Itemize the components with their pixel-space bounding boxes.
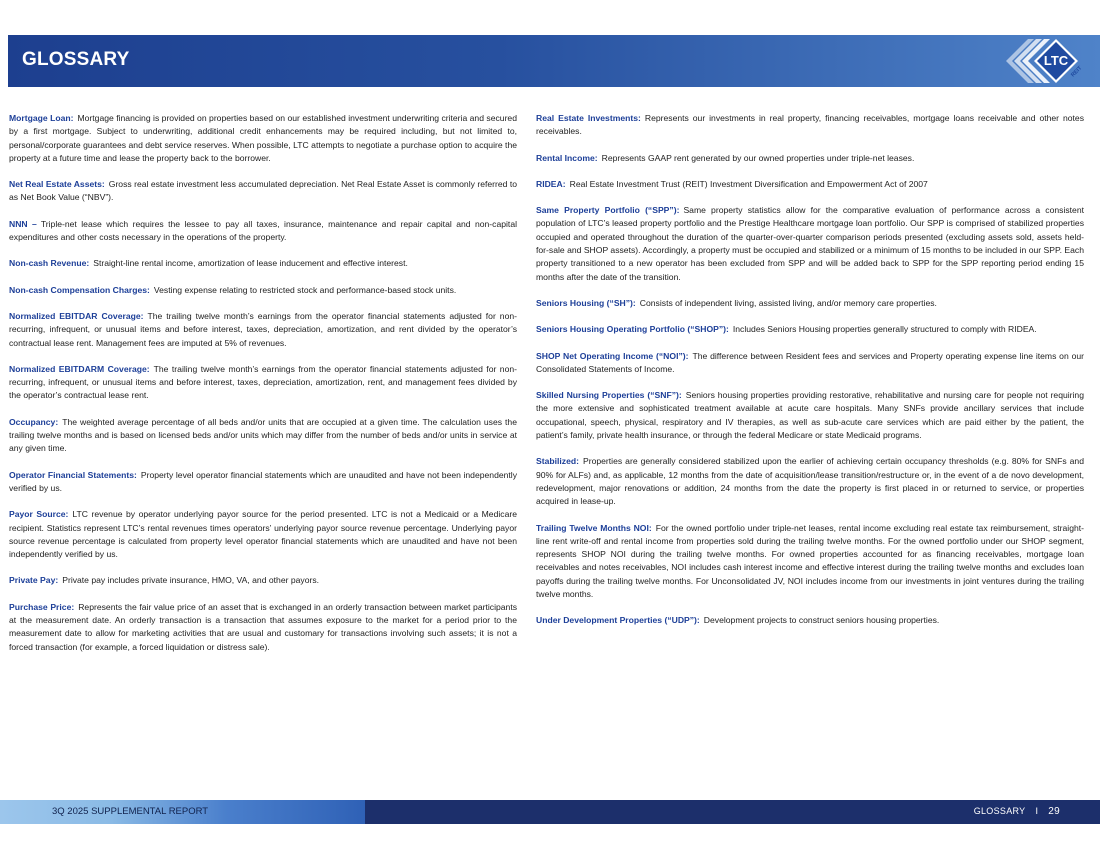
glossary-term: RIDEA: xyxy=(536,178,566,189)
glossary-term: Rental Income: xyxy=(536,152,598,163)
glossary-definition: Properties are generally considered stabilized upon the earlier of achieving certain occupancy thresholds (e.g. 80% for SNFs and 90% for ALFs) and, as applicable, 12 months from the date of acquisition/lease transition/restructure or, in the event of a de novo development, redevelopment, major renovations or addition, 24 months from the date the property is first placed in or returned to service, or properties acquired in lease-up. xyxy=(536,456,1084,507)
footer-separator: I xyxy=(1035,806,1039,816)
glossary-definition: Includes Seniors Housing properties generally structured to comply with RIDEA. xyxy=(732,324,1037,335)
glossary-entry xyxy=(9,218,517,245)
glossary-entry xyxy=(9,112,517,165)
glossary-definition: Mortgage financing is provided on properties based on our established investment underwriting criteria and secured by a first mortgage. Subject to underwriting, additional credit enhancements may be required including, but not limited to, personal/corporate guarantees and debt service reserves. When possible, LTC attempts to negotiate a purchase option to acquire the property at a future time and lease the property back to the borrower. xyxy=(9,113,517,163)
glossary-entry xyxy=(9,284,517,297)
glossary-definition: LTC revenue by operator underlying payor source for the period presented. LTC is not a Medicaid or a Medicare recipient. Statistics represent LTC’s rental revenues times operators’ underlying payor source revenue percentage. Underlying payor source revenue percentage is calculated from property level operator financial statements which are unaudited and have not been independently verified by us. xyxy=(9,509,517,560)
glossary-term: Under Development Properties (“UDP”): xyxy=(536,615,700,626)
glossary-definition: Triple-net lease which requires the lessee to pay all taxes, insurance, maintenance and repair capital and non-capital expenditures and other costs necessary in the operations of the property. xyxy=(9,218,518,243)
ltc-reit-logo xyxy=(994,35,1090,87)
glossary-definition: For the owned portfolio under triple-net leases, rental income excluding real estate tax reimbursement, straight-line rent write-off and rental income from properties sold during the trailing twelve months. For the owned portfolio under our SHOP segment, represents SHOP NOI during the trailing twelve months. For owned properties accounted for as financing receivables, mortgage loan receivables and notes receivables, NOI includes cash interest income and effective interest during the trailing twelve months and excludes loan payoffs during the trailing twelve months. For Unconsolidated JV, NOI includes income from our investments in joint ventures during the trailing twelve months. xyxy=(536,522,1085,600)
glossary-term: Operator Financial Statements: xyxy=(9,469,137,480)
glossary-entry xyxy=(536,112,1084,139)
glossary-term: Private Pay: xyxy=(9,575,59,586)
glossary-definition: Seniors housing properties providing restorative, rehabilitative and nursing care for people not requiring the more extensive and sophisticated treatment available at acute care hospitals. Many SNFs provide ancillary services that include occupational, speech, physical, respiratory and IV therapies, as well as sub-acute care services which are paid either by the patient, the patient’s family, private health insurance, or through the federal Medicare or state Medicaid programs. xyxy=(536,390,1084,441)
glossary-term: Seniors Housing (“SH”): xyxy=(536,297,636,308)
glossary-term: Trailing Twelve Months NOI: xyxy=(536,522,652,533)
glossary-term: Payor Source: xyxy=(9,509,69,520)
glossary-definition: The trailing twelve month’s earnings from the operator financial statements adjusted for non-recurring, infrequent, or unusual items and before interest, taxes, depreciation, amortization, and rent divided by the operator’s contractual lease rent. Management fees are imputed at 5% of revenues. xyxy=(9,310,517,348)
glossary-entry xyxy=(536,522,1084,602)
glossary-term: Occupancy: xyxy=(9,416,59,427)
glossary-definition: Represents GAAP rent generated by our owned properties under triple-net leases. xyxy=(601,152,915,163)
glossary-entry xyxy=(9,257,517,270)
glossary-definition: Straight-line rental income, amortization of lease inducement and effective interest. xyxy=(93,258,408,269)
glossary-definition: The difference between Resident fees and services and Property operating expense line items on our Consolidated Statements of Income. xyxy=(536,350,1084,374)
glossary-term: Non-cash Revenue: xyxy=(9,258,90,269)
page-footer xyxy=(0,800,1100,824)
glossary-definition: The weighted average percentage of all beds and/or units that are occupied at a given time. The calculation uses the trailing twelve months and is based on licensed beds and/or units which may differ from the number of beds and/or units in service at any given time. xyxy=(9,416,517,454)
glossary-definition: Property level operator financial statements which are unaudited and have not been independently verified by us. xyxy=(9,469,517,493)
footer-section-label: GLOSSARY xyxy=(973,806,1026,816)
page-header xyxy=(8,35,1100,87)
glossary-definition: Real Estate Investment Trust (REIT) Investment Diversification and Empowerment Act of 2007 xyxy=(569,178,928,189)
glossary-entry xyxy=(536,455,1084,508)
glossary-columns xyxy=(8,112,1096,792)
glossary-entry xyxy=(9,310,517,350)
page-number: 29 xyxy=(1048,806,1060,817)
glossary-definition: Same property statistics allow for the comparative evaluation of performance across a consistent population of LTC’s leased property portfolio and the Prestige Healthcare mortgage loan portfolio. Our SPP is comprised of stabilized properties occupied and operated throughout the duration of the quarter-over-quarter comparison periods presented (excluding assets sold, assets held-for-sale and SHOP assets). Accordingly, a property must be occupied and stabilized or a minimum of 15 months to be included in our SPP. Each property transitioned to a new operator has been excluded from SPP and will be added back to SPP for the SPP reporting period ending 15 months after the date of the transition. xyxy=(536,205,1084,282)
glossary-definition: The trailing twelve month’s earnings from the operator financial statements adjusted for non-recurring, infrequent, or unusual items and before interest, taxes, depreciation, amortization, rent, and management fees divided by the operator’s contractual lease rent. xyxy=(9,363,517,401)
glossary-entry xyxy=(536,297,1084,310)
glossary-term: Stabilized: xyxy=(536,456,579,467)
glossary-entry xyxy=(9,508,517,561)
glossary-definition: Gross real estate investment less accumulated depreciation. Net Real Estate Asset is commonly referred to as Net Book Value (“NBV”). xyxy=(9,179,517,203)
glossary-definition: Vesting expense relating to restricted stock and performance-based stock units. xyxy=(153,284,457,295)
footer-report-label: 3Q 2025 SUPPLEMENTAL REPORT xyxy=(52,806,209,817)
glossary-entry xyxy=(9,574,517,587)
glossary-entry xyxy=(536,204,1084,284)
glossary-entry xyxy=(9,178,517,205)
glossary-entry xyxy=(536,350,1084,377)
glossary-entry xyxy=(536,152,1084,165)
glossary-term: Skilled Nursing Properties (“SNF”): xyxy=(536,390,682,401)
glossary-entry xyxy=(9,601,517,654)
glossary-term: Normalized EBITDARM Coverage: xyxy=(9,363,150,374)
footer-page-info xyxy=(974,806,1060,817)
glossary-definition: Consists of independent living, assisted living, and/or memory care properties. xyxy=(639,297,937,308)
glossary-term: Seniors Housing Operating Portfolio (“SHOP”): xyxy=(536,324,729,335)
glossary-term: NNN – xyxy=(9,218,37,229)
glossary-term: Non-cash Compensation Charges: xyxy=(9,284,150,295)
logo-sub-text: REIT xyxy=(1070,65,1084,79)
glossary-entry xyxy=(9,416,517,456)
glossary-right-column xyxy=(536,112,1084,641)
glossary-definition: Private pay includes private insurance, HMO, VA, and other payors. xyxy=(62,575,320,586)
glossary-left-column xyxy=(9,112,517,667)
glossary-term: SHOP Net Operating Income (“NOI”): xyxy=(536,350,689,361)
glossary-term: Net Real Estate Assets: xyxy=(9,179,105,190)
glossary-term: Same Property Portfolio (“SPP”): xyxy=(536,205,680,216)
glossary-entry xyxy=(536,178,1084,191)
page-title: GLOSSARY xyxy=(22,49,130,70)
glossary-term: Normalized EBITDAR Coverage: xyxy=(9,310,144,321)
glossary-entry xyxy=(536,389,1084,442)
logo-text: LTC xyxy=(1043,53,1069,68)
glossary-term: Mortgage Loan: xyxy=(9,113,74,123)
glossary-term: Purchase Price: xyxy=(9,601,75,612)
glossary-entry xyxy=(536,614,1084,627)
glossary-term: Real Estate Investments: xyxy=(536,113,641,123)
glossary-entry xyxy=(9,363,517,403)
glossary-entry xyxy=(536,323,1084,336)
glossary-definition: Represents the fair value price of an asset that is exchanged in an orderly transaction between market participants at the measurement date. An orderly transaction is a transaction that assumes exposure to the market for a period prior to the measurement date to allow for marketing activities that are usual and customary for transactions involving such assets; it is not a forced transaction (for example, a forced liquidation or distress sale). xyxy=(9,601,518,652)
glossary-entry xyxy=(9,469,517,496)
glossary-definition: Represents our investments in real property, financing receivables, mortgage loans receivable and other notes receivables. xyxy=(536,113,1085,137)
glossary-definition: Development projects to construct seniors housing properties. xyxy=(703,615,940,626)
